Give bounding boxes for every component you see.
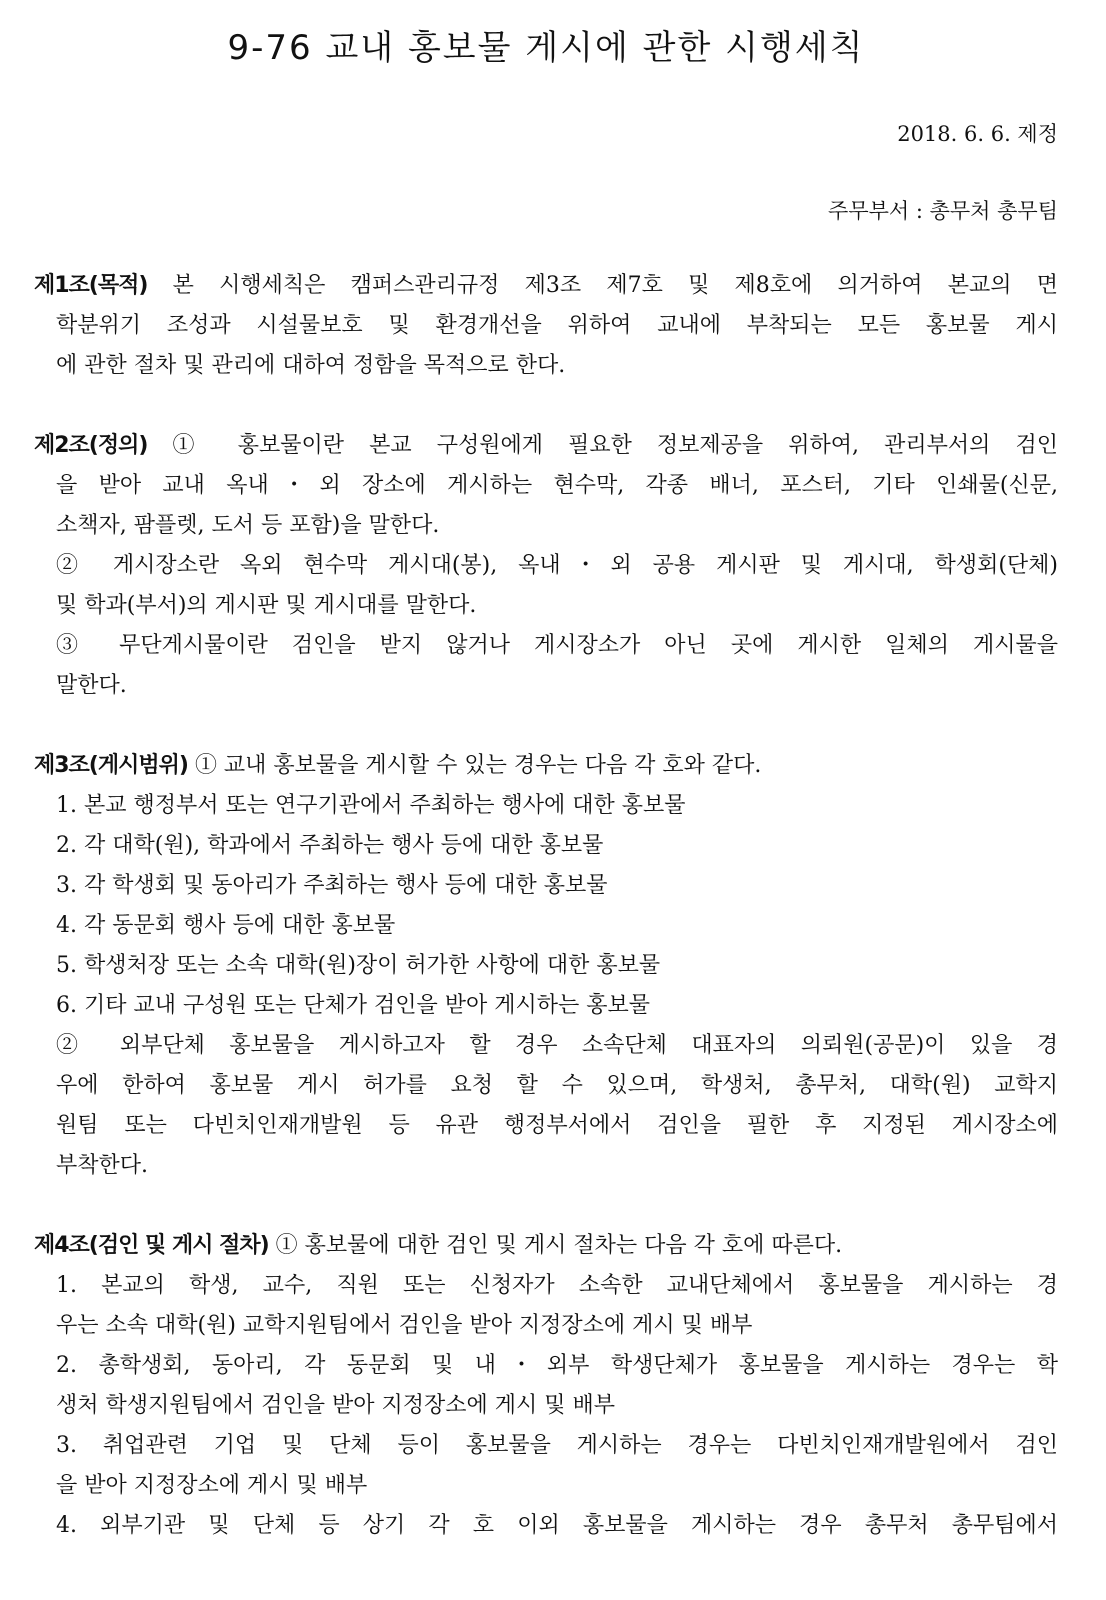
- article-line: 우에 한하여 홍보물 게시 허가를 요청 할 수 있으며, 학생처, 총무처, 대학(원) 교학지: [56, 1073, 1058, 1098]
- article-line: ② 게시장소란 옥외 현수막 게시대(봉), 옥내・외 공용 게시판 및 게시대, 학생회(단체): [56, 553, 1058, 578]
- responsible-department: 주무부서 : 총무처 총무팀: [828, 199, 1058, 223]
- article-line: 소책자, 팜플렛, 도서 등 포함)을 말한다.: [56, 513, 440, 538]
- article-first-line: [34, 1226, 1058, 1266]
- document-title: 9-76 교내 홍보물 게시에 관한 시행세칙: [227, 28, 865, 68]
- article-2: [34, 426, 1058, 706]
- article-line: 3. 각 학생회 및 동아리가 주최하는 행사 등에 대한 홍보물: [56, 873, 608, 898]
- article-line: 1. 본교 행정부서 또는 연구기관에서 주최하는 행사에 대한 홍보물: [56, 793, 686, 818]
- article-line: ③ 무단게시물이란 검인을 받지 않거나 게시장소가 아닌 곳에 게시한 일체의 게시물을: [56, 633, 1058, 658]
- article-first-line: [34, 746, 1058, 786]
- article-3: [34, 746, 1058, 1186]
- article-line: 3. 취업관련 기업 및 단체 등이 홍보물을 게시하는 경우는 다빈치인재개발원에서 검인: [56, 1433, 1058, 1458]
- article-line: 을 받아 교내 옥내・외 장소에 게시하는 현수막, 각종 배너, 포스터, 기타 인쇄물(신문,: [56, 473, 1058, 498]
- article-line: 학분위기 조성과 시설물보호 및 환경개선을 위하여 교내에 부착되는 모든 홍보물 게시: [56, 313, 1058, 338]
- article-first-text: 본 시행세칙은 캠퍼스관리규정 제3조 제7호 및 제8호에 의거하여 본교의 면: [172, 273, 1058, 298]
- article-first-line: [34, 266, 1058, 306]
- article-line: 6. 기타 교내 구성원 또는 단체가 검인을 받아 게시하는 홍보물: [56, 993, 650, 1018]
- article-line: 부착한다.: [56, 1153, 149, 1178]
- article-line: 4. 외부기관 및 단체 등 상기 각 호 이외 홍보물을 게시하는 경우 총무처 총무팀에서: [56, 1513, 1058, 1538]
- article-line: ② 외부단체 홍보물을 게시하고자 할 경우 소속단체 대표자의 의뢰원(공문)이 있을 경: [56, 1033, 1058, 1058]
- article-line: 5. 학생처장 또는 소속 대학(원)장이 허가한 사항에 대한 홍보물: [56, 953, 661, 978]
- articles-container: [34, 266, 1058, 1546]
- article-first-line: [34, 426, 1058, 466]
- enactment-date: 2018. 6. 6. 제정: [897, 122, 1058, 146]
- article-line: 2. 총학생회, 동아리, 각 동문회 및 내・외부 학생단체가 홍보물을 게시하는 경우는 학: [56, 1353, 1058, 1378]
- article-heading: 제1조(목적): [34, 273, 148, 298]
- article-heading: 제4조(검인 및 게시 절차): [34, 1233, 269, 1258]
- article-line: 원팀 또는 다빈치인재개발원 등 유관 행정부서에서 검인을 필한 후 지정된 게시장소에: [56, 1113, 1058, 1138]
- article-line: 및 학과(부서)의 게시판 및 게시대를 말한다.: [56, 593, 477, 618]
- article-line: 에 관한 절차 및 관리에 대하여 정함을 목적으로 한다.: [56, 353, 566, 378]
- article-line: 1. 본교의 학생, 교수, 직원 또는 신청자가 소속한 교내단체에서 홍보물을 게시하는 경: [56, 1273, 1058, 1298]
- article-first-text: ① 홍보물에 대한 검인 및 게시 절차는 다음 각 호에 따른다.: [275, 1233, 843, 1258]
- article-line: 우는 소속 대학(원) 교학지원팀에서 검인을 받아 지정장소에 게시 및 배부: [56, 1313, 753, 1338]
- article-line: 을 받아 지정장소에 게시 및 배부: [56, 1473, 368, 1498]
- article-4: [34, 1226, 1058, 1546]
- article-first-text: ① 교내 홍보물을 게시할 수 있는 경우는 다음 각 호와 같다.: [194, 753, 762, 778]
- article-heading: 제2조(정의): [34, 433, 148, 458]
- article-line: 2. 각 대학(원), 학과에서 주최하는 행사 등에 대한 홍보물: [56, 833, 604, 858]
- article-first-text: ① 홍보물이란 본교 구성원에게 필요한 정보제공을 위하여, 관리부서의 검인: [172, 433, 1058, 458]
- article-line: 생처 학생지원팀에서 검인을 받아 지정장소에 게시 및 배부: [56, 1393, 616, 1418]
- article-1: [34, 266, 1058, 386]
- article-heading: 제3조(게시범위): [34, 753, 188, 778]
- article-line: 말한다.: [56, 673, 127, 698]
- article-line: 4. 각 동문회 행사 등에 대한 홍보물: [56, 913, 396, 938]
